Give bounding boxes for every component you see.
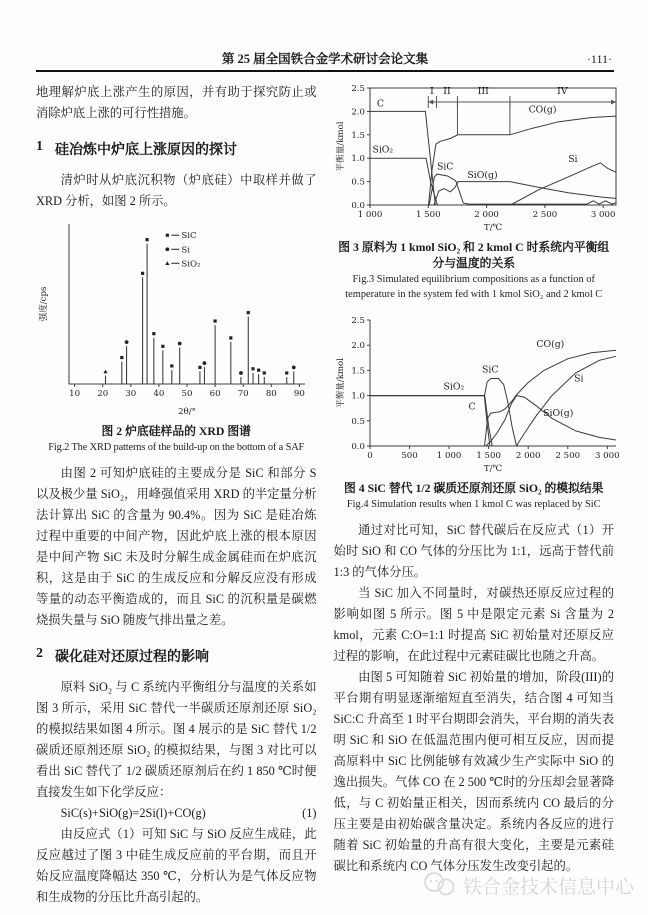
svg-text:I: I — [429, 86, 434, 98]
section-2-title: 碳化硅对还原过程的影响 — [55, 650, 209, 665]
figure-2-chart — [36, 218, 317, 421]
figure-4-caption-cn: 图 4 SiC 替代 1/2 碳质还原剂还原 SiO₂ 的模拟结果 — [344, 481, 604, 495]
right-column — [333, 82, 620, 908]
watermark — [423, 871, 634, 899]
svg-text:T/℃: T/℃ — [483, 464, 502, 473]
svg-text:CO(g): CO(g) — [535, 339, 564, 351]
svg-text:30: 30 — [125, 389, 137, 399]
svg-text:50: 50 — [181, 389, 193, 399]
figure-2-caption-cn: 图 2 炉底硅样品的 XRD 图谱 — [101, 424, 251, 438]
two-column-body — [36, 82, 620, 908]
svg-text:III: III — [477, 86, 489, 98]
svg-text:Si: Si — [573, 373, 583, 385]
svg-text:1.5: 1.5 — [350, 130, 365, 141]
svg-text:SiO(g): SiO(g) — [542, 407, 573, 419]
figure-3-chart — [334, 82, 615, 237]
svg-text:平衡量/kmol: 平衡量/kmol — [335, 358, 346, 408]
svg-text:SiC: SiC — [436, 161, 453, 173]
svg-text:强度/cps: 强度/cps — [39, 286, 50, 322]
svg-text:2 500: 2 500 — [554, 451, 580, 461]
svg-text:1 500: 1 500 — [415, 210, 441, 220]
svg-text:1 000: 1 000 — [357, 210, 382, 220]
page-header — [36, 50, 614, 72]
svg-text:40: 40 — [153, 389, 165, 399]
svg-text:70: 70 — [237, 389, 249, 399]
reaction-discussion-paragraph: 由反应式（1）可知 SiC 与 SiO 反应生成硅，此反应越过了图 3 中硅生成反应前的平台期，而且开始反应温度降幅达 350 ℃，分析认为是气体反应物和生成物的分压比升高引起的。 — [36, 827, 317, 904]
svg-text:2 000: 2 000 — [515, 451, 541, 461]
figure-3 — [334, 82, 615, 302]
svg-text:1.0: 1.0 — [350, 154, 365, 165]
xrd-analysis-paragraph: 由图 2 可知炉底硅的主要成分是 SiC 和部分 S 以及极少量 SiO₂，用峰强值采用 XRD 的半定量分析法计算出 SiC 的含量为 90.4%。因为 SiC 是硅冶炼过程中重要的中间产物，因此炉底上涨的根本原因是中间产物 SiC 未及时分解生成金属硅而在炉底沉积，这是由于 SiC 的生成反应和分解反应没有形成等量的动态平衡造成的，而且 SiC 的沉积量是碳燃烧损失量与 SiO 随废气排出量之差。 — [36, 466, 317, 627]
svg-text:2.5: 2.5 — [350, 84, 365, 94]
svg-text:1 000: 1 000 — [436, 451, 461, 461]
figure-4 — [334, 310, 620, 512]
svg-text:Si: Si — [181, 245, 191, 256]
svg-text:1.5: 1.5 — [350, 366, 365, 377]
svg-text:0.0: 0.0 — [350, 442, 365, 452]
svg-text:II: II — [442, 86, 451, 98]
svg-text:SiO(g): SiO(g) — [466, 169, 498, 181]
equation-1-number: (1) — [302, 806, 317, 820]
figure-3-caption-en: Fig.3 Simulated equilibrium compositions as a function of temperature in the system fed with 1 kmol SiO₂ and 2 kmol C — [345, 274, 603, 300]
section-1-heading — [36, 139, 317, 159]
section-1-number: 1 — [36, 139, 43, 154]
svg-text:60: 60 — [209, 389, 221, 399]
svg-text:500: 500 — [400, 451, 418, 461]
svg-text:SiO₂: SiO₂ — [181, 259, 201, 270]
svg-text:2.5: 2.5 — [350, 316, 365, 326]
figure-4-caption-en: Fig.4 Simulation results when 1 kmol C was replaced by SiC — [346, 499, 601, 510]
equation-1-formula: SiC(s)+SiO(g)=2Si(l)+CO(g) — [60, 806, 206, 820]
svg-text:2.0: 2.0 — [350, 341, 365, 352]
svg-text:90: 90 — [294, 389, 306, 399]
svg-text:1 500: 1 500 — [475, 451, 501, 461]
svg-text:2 500: 2 500 — [532, 210, 557, 220]
svg-text:10: 10 — [69, 389, 81, 399]
left-column — [36, 82, 317, 908]
svg-text:3 000: 3 000 — [590, 210, 615, 220]
svg-text:2.0: 2.0 — [350, 107, 365, 118]
comparison-paragraph: 通过对比可知，SiC 替代碳后在反应式（1）开始时 SiO 和 CO 气体的分压比为 1:1，远高于替代前 1:3 的气体分压。 — [333, 523, 614, 579]
svg-text:2 000: 2 000 — [473, 210, 499, 220]
figure-2 — [36, 218, 317, 455]
sic-amount-paragraph: 当 SiC 加入不同量时，对碳热还原反应过程的影响如图 5 所示。图 5 中是限定元素 Si 含量为 2 kmol，元素 C:O=1:1 时提高 SiC 初始量对还原反应过程的影响，在此过程中元素硅碳比也随之升高。 — [333, 586, 614, 663]
svg-text:SiC: SiC — [181, 231, 197, 242]
svg-text:3 000: 3 000 — [594, 451, 620, 461]
svg-text:1.0: 1.0 — [350, 391, 365, 402]
svg-text:SiO₂: SiO₂ — [442, 381, 464, 393]
section-2-heading — [36, 646, 317, 666]
svg-text:0.5: 0.5 — [350, 177, 365, 188]
proceedings-title: 第 25 届全国铁合金学术研讨会论文集 — [221, 52, 429, 66]
svg-text:T/℃: T/℃ — [483, 223, 502, 232]
svg-text:SiO₂: SiO₂ — [371, 144, 393, 156]
wechat-bubbles-logo — [423, 871, 457, 899]
svg-text:2θ/°: 2θ/° — [178, 407, 197, 416]
section-2-paragraph: 原料 SiO₂ 与 C 系统内平衡组分与温度的关系如图 3 所示，采用 SiC 替代一半碳质还原剂还原 SiO₂ 的模拟结果如图 4 所示。图 4 展示的是 SiC 替代 1/2 碳质还原剂还原 SiO₂ 的模拟结果，与图 3 对比可以看出 SiC 替代了 1/2 碳质还原剂后在约 1 850 ℃时便直接发生如下化学反应： — [36, 680, 317, 799]
svg-text:20: 20 — [97, 389, 109, 399]
section-2-number: 2 — [36, 646, 43, 661]
svg-text:IV: IV — [556, 86, 568, 98]
page-number: ·111· — [586, 52, 612, 66]
svg-text:SiC: SiC — [481, 364, 498, 376]
figure-2-caption-en: Fig.2 The XRD patterns of the build-up on the bottom of a SAF — [48, 442, 305, 453]
watermark-text: 铁合金技术信息中心 — [462, 876, 634, 898]
svg-text:Si: Si — [567, 153, 578, 165]
svg-text:CO(g): CO(g) — [528, 104, 557, 116]
svg-text:0.5: 0.5 — [350, 416, 365, 427]
svg-text:平衡量/kmol: 平衡量/kmol — [335, 121, 346, 172]
svg-text:80: 80 — [266, 389, 278, 399]
figure-3-caption-cn: 图 3 原料为 1 kmol SiO₂ 和 2 kmol C 时系统内平衡组分与温度的关系 — [338, 240, 610, 270]
plateau-discussion-paragraph: 由图 5 可知随着 SiC 初始量的增加，阶段(III)的平台期有明显逐渐缩短直至消失，结合图 4 可知当 SiC:C 升高至 1 时平台期即会消失，平台期的消失表明 SiC 和 SiO 在低温范围内便可相互反应，因而提高原料中 SiC 比例能够有效减少生产实际中 SiO 的逸出损失。气体 CO 在 2 500 ℃时的分压却会显著降低，与 C 初始量正相关，因而系统内 CO 最后的分压主要是由初始碳含量决定。系统内各反应的进行随着 SiC 初始量的升高有很大变化，主要是元素硅碳比和系统内 CO 气体分压发生改变引起的。 — [333, 670, 614, 873]
figure-4-chart — [334, 310, 620, 478]
svg-text:C: C — [467, 401, 476, 413]
svg-text:0.0: 0.0 — [350, 201, 365, 211]
section-1-paragraph: 清炉时从炉底沉积物（炉底硅）中取样并做了XRD 分析，如图 2 所示。 — [36, 173, 317, 208]
equation-1 — [36, 803, 317, 824]
intro-paragraph: 地理解炉底上涨产生的原因，并有助于探究防止或消除炉底上涨的可行性措施。 — [36, 85, 317, 120]
section-1-title: 硅冶炼中炉底上涨原因的探讨 — [55, 143, 237, 158]
svg-text:C: C — [376, 98, 384, 110]
svg-text:0: 0 — [366, 451, 373, 461]
